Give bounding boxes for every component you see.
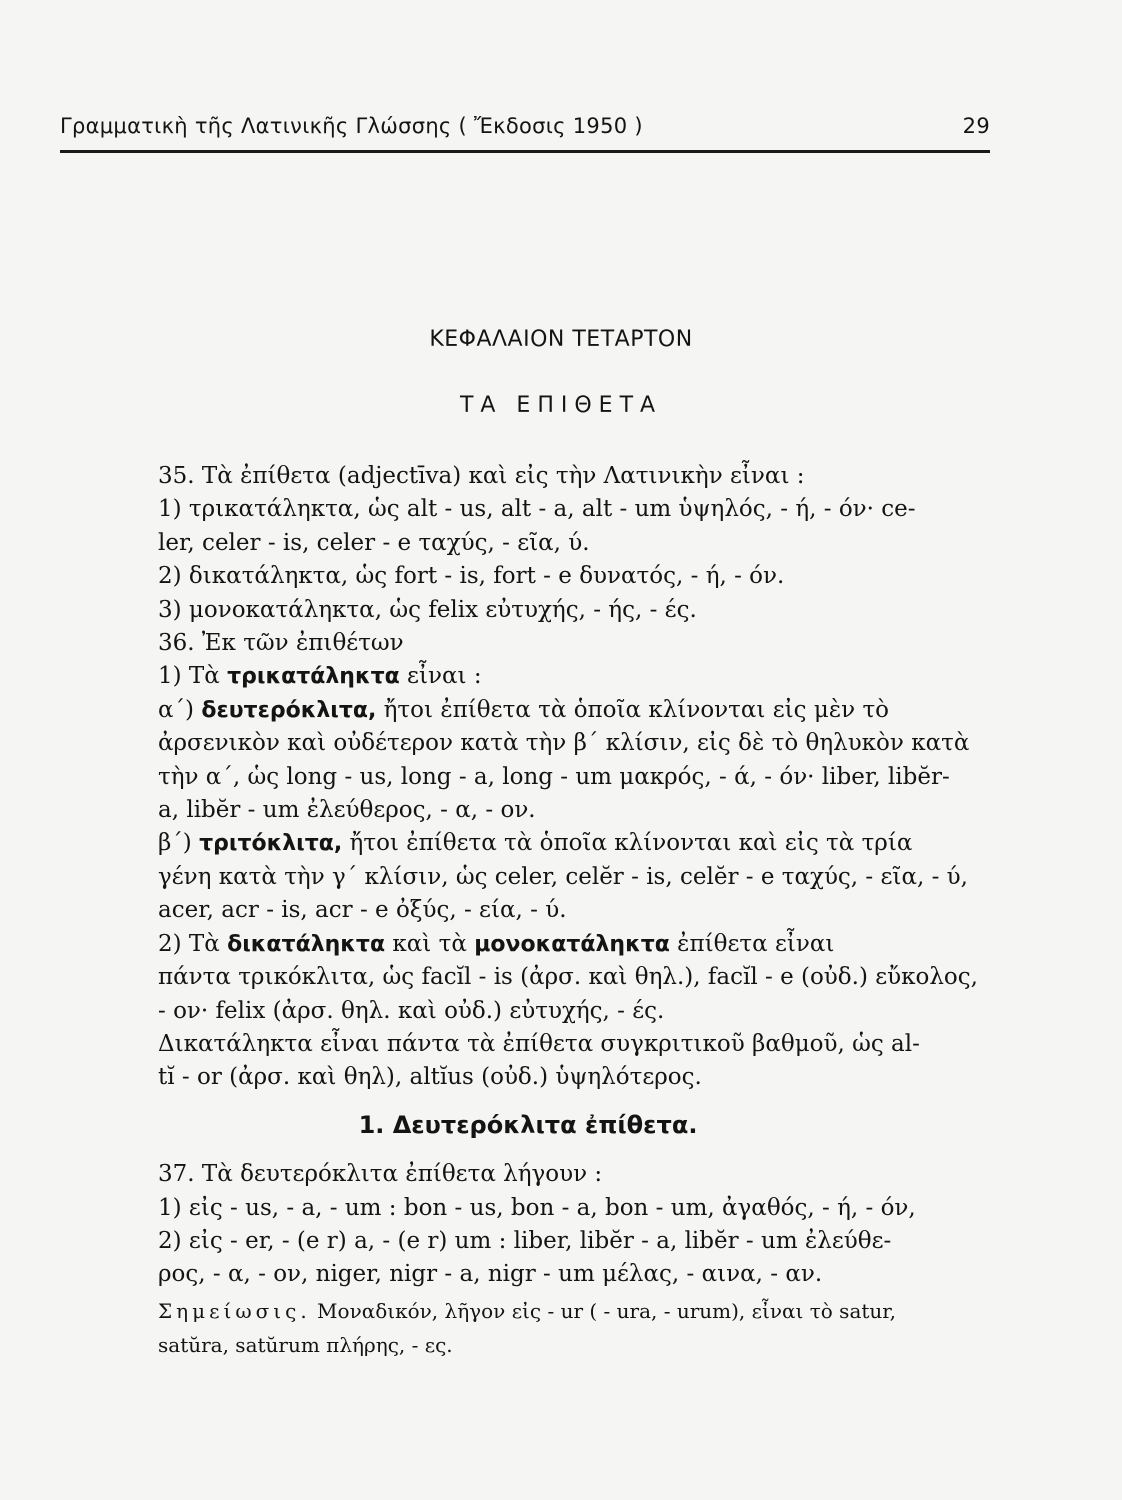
para-36-b-line-3: acer, acr - is, acr - e ὀξύς, - εία, - ύ. [158, 897, 567, 924]
running-title: Γραμματικὴ τῆς Λατινικῆς Γλώσσης ( Ἔκδοσις 1950 ) [60, 114, 643, 138]
body-text [158, 460, 996, 1360]
note-line-2: satŭra, satŭrum πλήρης, - ες. [158, 1332, 453, 1357]
text-run: ἤτοι ἐπίθετα τὰ ὁποῖα κλίνονται καὶ εἰς τὰ τρία [342, 830, 913, 857]
para-37-item-2a: 2) εἰς - er, - (e r) a, - (e r) um : liber, libĕr - a, libĕr - um ἐλεύθε- [158, 1227, 892, 1254]
text-run: καὶ τὰ [385, 930, 475, 957]
para-37-item-1: 1) εἰς - us, - a, - um : bon - us, bon - a, bon - um, ἀγαθός, - ή, - όν, [158, 1194, 916, 1221]
para-36-comparative-line-2: tĭ - or (ἀρσ. καὶ θηλ), altĭus (οὐδ.) ὑψηλότερος. [158, 1064, 702, 1091]
para-36-a-line-4: a, libĕr - um ἐλεύθερος, - α, - ον. [158, 797, 536, 824]
para-35-item-2: 2) δικατάληκτα, ὡς fort - is, fort - e δυνατός, - ή, - όν. [158, 563, 785, 590]
para-35-item-1b: ler, celer - is, celer - e ταχύς, - εῖα, ύ. [158, 529, 590, 556]
text-run: 2) Τὰ [158, 930, 228, 957]
bold-term: τριτόκλιτα, [199, 831, 343, 857]
para-36-a-line-1 [158, 694, 996, 727]
text-run: 1) Τὰ [158, 663, 228, 690]
para-36-b-line-1 [158, 827, 996, 860]
bold-term: δευτερόκλιτα, [201, 697, 377, 723]
text-run: ἐπίθετα εἶναι [669, 930, 835, 957]
text-run: εἶναι : [399, 663, 482, 690]
para-36-item-1 [158, 660, 996, 693]
text-run: α΄) [158, 696, 202, 723]
para-36-intro: 36. Ἐκ τῶν ἐπιθέτων [158, 630, 404, 657]
para-36-a-line-3: τὴν α΄, ὡς long - us, long - a, long - um μακρός, - ά, - όν· liber, libĕr- [158, 763, 950, 790]
para-36-b-line-2: γένη κατὰ τὴν γ΄ κλίσιν, ὡς celer, celĕr - is, celĕr - e ταχύς, - εῖα, - ύ, [158, 863, 968, 890]
para-35-item-3: 3) μονοκατάληκτα, ὡς felix εὐτυχής, - ής, - ές. [158, 596, 697, 623]
text-run: β΄) [158, 830, 200, 857]
para-37-item-2b: ρος, - α, - ον, niger, nigr - a, nigr - um μέλας, - αινα, - αν. [158, 1261, 823, 1288]
para-35-intro: 35. Τὰ ἐπίθετα (adjectīva) καὶ εἰς τὴν Λατινικὴν εἶναι : [158, 463, 805, 489]
chapter-label: ΚΕΦΑΛΑΙΟΝ ΤΕΤΑΡΤΟΝ [429, 327, 693, 352]
para-36-comparative-line-1: Δικατάληκτα εἶναι πάντα τὰ ἐπίθετα συγκριτικοῦ βαθμοῦ, ὡς al- [158, 1030, 920, 1057]
para-36-item-2-line-1 [158, 928, 996, 961]
note-line-1 [158, 1296, 996, 1326]
para-36-item-2-line-3: - ον· felix (ἀρσ. θηλ. καὶ οὐδ.) εὐτυχής, - ές. [158, 997, 665, 1024]
text-run: ἤτοι ἐπίθετα τὰ ὁποῖα κλίνονται εἰς μὲν τὸ [376, 696, 890, 723]
note-label: Σημείωσις. [158, 1298, 311, 1323]
bold-term: μονοκατάληκτα [474, 931, 670, 957]
bold-term: δικατάληκτα [227, 931, 386, 957]
running-header [60, 114, 990, 138]
para-36-item-2-line-2: πάντα τρικόκλιτα, ὡς facĭl - is (ἀρσ. καὶ θηλ.), facĭl - e (οὐδ.) εὔκολος, [158, 964, 978, 991]
section-heading: 1. Δευτερόκλιτα ἐπίθετα. [358, 1110, 698, 1139]
para-36-a-line-2: ἀρσενικὸν καὶ οὐδέτερον κατὰ τὴν β΄ κλίσιν, εἰς δὲ τὸ θηλυκὸν κατὰ [158, 730, 970, 757]
page-number: 29 [962, 114, 990, 138]
para-35-item-1a: 1) τρικατάληκτα, ὡς alt - us, alt - a, alt - um ὑψηλός, - ή, - όν· ce- [158, 496, 916, 523]
para-37-intro: 37. Τὰ δευτερόκλιτα ἐπίθετα λήγουν : [158, 1161, 603, 1188]
chapter-title: ΤΑ ΕΠΙΘΕΤΑ [459, 393, 663, 418]
bold-term: τρικατάληκτα [227, 664, 400, 690]
text-run: Μοναδικόν, λῆγον εἰς - ur ( - ura, - urum), εἶναι τὸ satur, [310, 1298, 896, 1323]
header-rule [60, 150, 990, 153]
